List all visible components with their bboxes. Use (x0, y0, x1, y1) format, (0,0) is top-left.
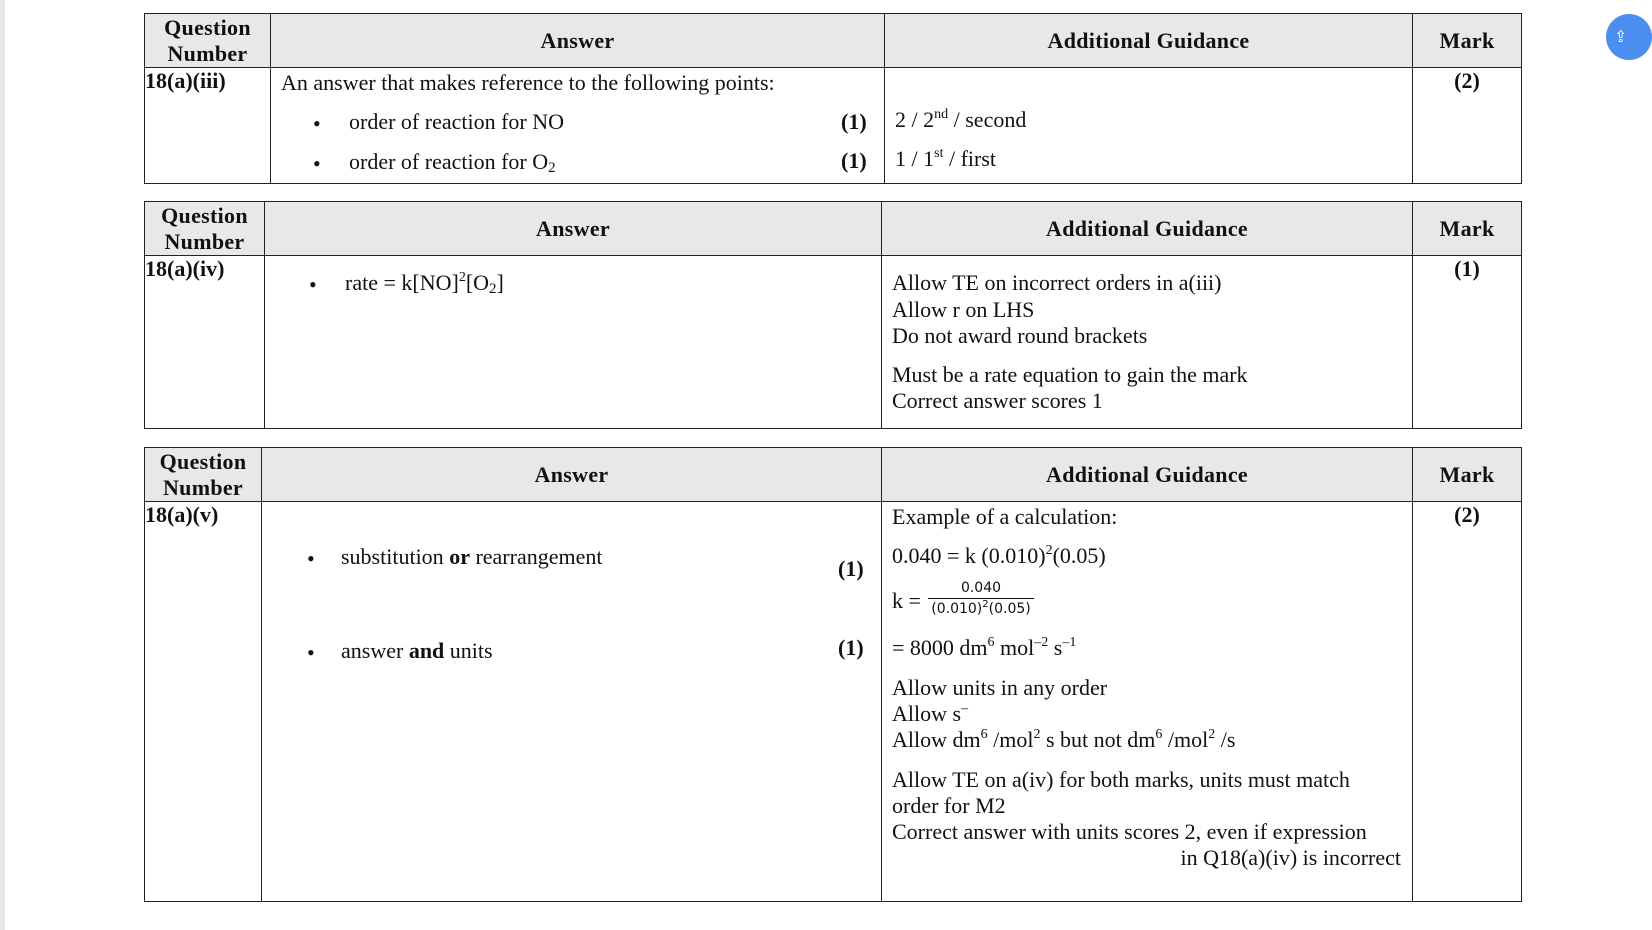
k-fraction (928, 580, 1034, 617)
answer-intro: An answer that makes reference to the following points: (281, 70, 775, 95)
answer-point-substitution: substitution or rearrangement (341, 544, 603, 569)
guidance-line: Correct answer scores 1 (892, 388, 1103, 413)
header-additional-guidance: Additional Guidance (885, 14, 1413, 68)
header-mark: Mark (1413, 448, 1522, 502)
guidance-cell (882, 256, 1413, 429)
k-label: k = (892, 588, 921, 613)
point-mark: (1) (841, 148, 867, 173)
guidance-substitution-line: 0.040 = k $(0.010)^2(0.05)$ (892, 543, 1106, 568)
bullet: • (313, 111, 321, 136)
guidance-line: Must be a rate equation to gain the mark (892, 362, 1248, 387)
bullet: • (309, 272, 317, 297)
markscheme-table-18a-iii (144, 13, 1522, 184)
guidance-cell (882, 502, 1413, 902)
fraction-numerator: 0.040 (928, 580, 1034, 599)
markscheme-table-18a-v (144, 447, 1522, 902)
markscheme-table-18a-iv (144, 201, 1522, 429)
question-number: 18(a)(v) (145, 502, 262, 902)
bullet: • (313, 151, 321, 176)
point-mark: (1) (838, 556, 864, 581)
guidance-line: Allow TE on a(iv) for both marks, units must match (892, 767, 1350, 792)
upload-icon: ⇪ (1614, 27, 1628, 46)
header-additional-guidance: Additional Guidance (882, 448, 1413, 502)
header-question-number-text: Question Number (164, 14, 251, 66)
answer-point-order-no: order of reaction for NO (349, 109, 565, 134)
viewer-left-strip (0, 0, 5, 930)
guidance-line: Allow r on LHS (892, 297, 1035, 322)
answer-point-order-o2 (349, 149, 556, 175)
header-question-number (145, 448, 262, 502)
mark-value: (2) (1413, 502, 1522, 902)
header-question-number-text: Question Number (159, 448, 247, 500)
guidance-example-heading: Example of a calculation: (892, 504, 1118, 529)
guidance-cell (885, 68, 1413, 184)
guidance-result-line: = 8000 $dm^6$ mol$^{-2}$ $s^{-1}$ (892, 635, 1077, 660)
mark-value: (1) (1413, 256, 1522, 429)
subscript: 2 (548, 160, 556, 176)
question-number: 18(a)(iv) (145, 256, 265, 429)
header-question-number (145, 14, 271, 68)
answer-cell (271, 68, 885, 184)
guidance-line: 2 / 2nd / second (895, 107, 1027, 132)
bullet: • (307, 546, 315, 571)
header-question-number (145, 202, 265, 256)
guidance-line: 1 / 1st / first (895, 146, 997, 171)
point-mark: (1) (838, 635, 864, 660)
mark-value: (2) (1413, 68, 1522, 184)
guidance-line: Allow $dm^6$ /mol$^2$ s but not $dm^6$ /mol$^2$ /s (892, 727, 1236, 752)
header-additional-guidance: Additional Guidance (882, 202, 1413, 256)
guidance-line: order for M2 (892, 793, 1006, 818)
guidance-line: in Q18(a)(iv) is incorrect (1180, 845, 1401, 870)
header-answer: Answer (271, 14, 885, 68)
question-number: 18(a)(iii) (145, 68, 271, 184)
guidance-line: Correct answer with units scores 2, even if expression (892, 819, 1367, 844)
answer-cell (265, 256, 882, 429)
floating-action-button[interactable] (1606, 14, 1652, 60)
point-mark: (1) (841, 109, 867, 134)
header-answer: Answer (262, 448, 882, 502)
guidance-line: Allow s– (892, 701, 969, 726)
answer-cell (262, 502, 882, 902)
guidance-line: Allow TE on incorrect orders in a(iii) (892, 270, 1222, 295)
header-question-number-text: Question Number (161, 202, 248, 254)
guidance-line: Do not award round brackets (892, 323, 1148, 348)
answer-point-units: answer and units (341, 638, 493, 663)
answer-point-text: order of reaction for O (349, 149, 549, 174)
header-mark: Mark (1413, 202, 1522, 256)
fraction-denominator: $(0.010)^2(0.05)$ (931, 599, 1031, 617)
header-mark: Mark (1413, 14, 1522, 68)
bullet: • (307, 640, 315, 665)
rate-equation: rate = $k[NO]^2[O_2]$ (345, 270, 504, 297)
guidance-line: Allow units in any order (892, 675, 1108, 700)
header-answer: Answer (265, 202, 882, 256)
